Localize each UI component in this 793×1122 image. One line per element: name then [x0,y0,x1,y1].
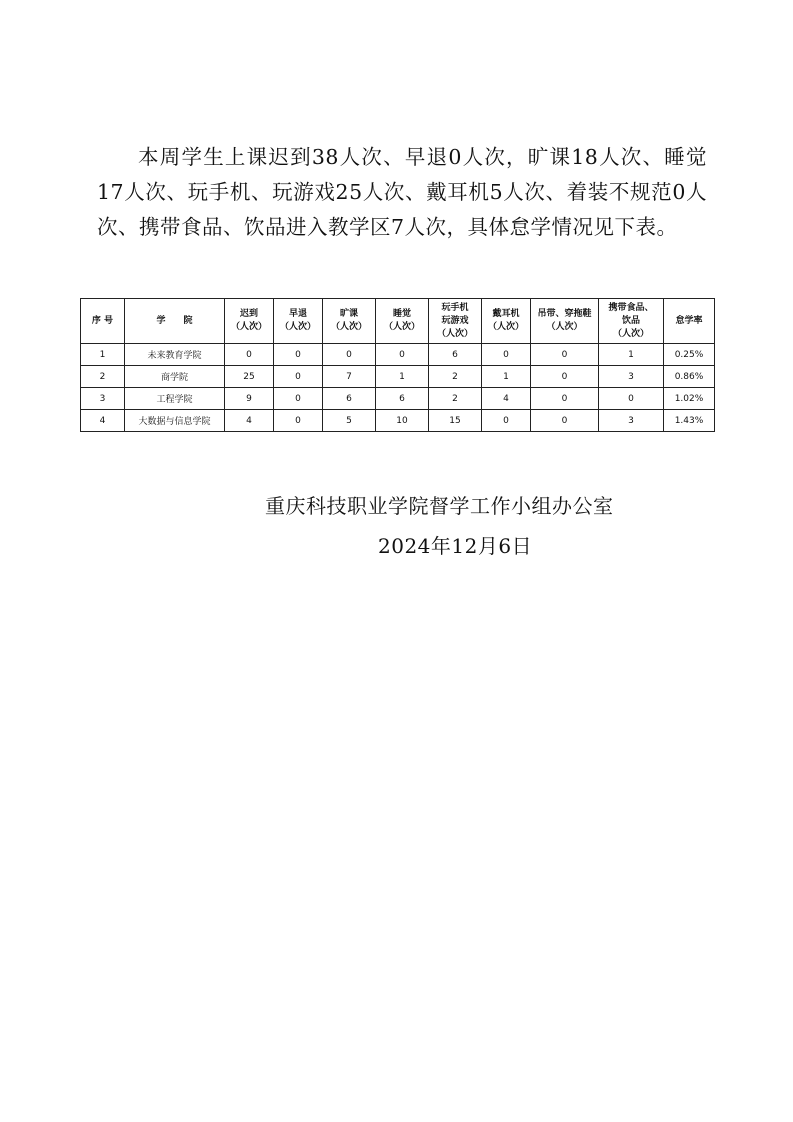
cell-dress-code: 0 [531,344,599,366]
header-earphones: 戴耳机 （人次） [482,299,531,344]
cell-phone-games: 2 [429,366,482,388]
header-college: 学 院 [125,299,225,344]
cell-food-drinks: 3 [599,410,664,432]
cell-sleeping: 6 [376,388,429,410]
cell-food-drinks: 3 [599,366,664,388]
cell-rate: 0.25% [664,344,715,366]
table-header-row [81,299,715,344]
cell-late: 0 [225,344,274,366]
cell-dress-code: 0 [531,366,599,388]
cell-absent: 5 [323,410,376,432]
attendance-table [80,298,715,432]
cell-late: 25 [225,366,274,388]
cell-early-leave: 0 [274,344,323,366]
cell-sleeping: 10 [376,410,429,432]
cell-phone-games: 6 [429,344,482,366]
cell-earphones: 0 [482,344,531,366]
signature-office: 重庆科技职业学院督学工作小组办公室 [265,494,614,518]
cell-college: 工程学院 [125,388,225,410]
cell-rate: 1.43% [664,410,715,432]
cell-late: 9 [225,388,274,410]
signature-date: 2024年12月6日 [378,534,533,558]
table-row [81,388,715,410]
cell-index: 1 [81,344,125,366]
cell-absent: 0 [323,344,376,366]
cell-earphones: 1 [482,366,531,388]
cell-dress-code: 0 [531,388,599,410]
header-food-drinks: 携带食品、 饮品 （人次） [599,299,664,344]
table-row [81,344,715,366]
cell-college: 未来教育学院 [125,344,225,366]
cell-rate: 0.86% [664,366,715,388]
header-index: 序 号 [81,299,125,344]
cell-phone-games: 2 [429,388,482,410]
table-row [81,410,715,432]
cell-sleeping: 1 [376,366,429,388]
header-dress-code: 吊带、穿拖鞋 （人次） [531,299,599,344]
summary-paragraph: 本周学生上课迟到38人次、早退0人次，旷课18人次、睡觉17人次、玩手机、玩游戏25人次、戴耳机5人次、着装不规范0人次、携带食品、饮品进入教学区7人次，具体怠学情况见下表。 [97,145,707,239]
header-phone-games: 玩手机 玩游戏 （人次） [429,299,482,344]
header-absent: 旷课 （人次） [323,299,376,344]
header-sleeping: 睡觉 （人次） [376,299,429,344]
cell-absent: 7 [323,366,376,388]
table-row [81,366,715,388]
cell-phone-games: 15 [429,410,482,432]
cell-sleeping: 0 [376,344,429,366]
cell-earphones: 0 [482,410,531,432]
cell-late: 4 [225,410,274,432]
cell-index: 4 [81,410,125,432]
cell-early-leave: 0 [274,388,323,410]
cell-dress-code: 0 [531,410,599,432]
cell-rate: 1.02% [664,388,715,410]
cell-earphones: 4 [482,388,531,410]
cell-index: 2 [81,366,125,388]
cell-early-leave: 0 [274,410,323,432]
cell-early-leave: 0 [274,366,323,388]
cell-college: 大数据与信息学院 [125,410,225,432]
cell-food-drinks: 0 [599,388,664,410]
cell-college: 商学院 [125,366,225,388]
cell-absent: 6 [323,388,376,410]
header-rate: 怠学率 [664,299,715,344]
cell-index: 3 [81,388,125,410]
header-early-leave: 早退 （人次） [274,299,323,344]
cell-food-drinks: 1 [599,344,664,366]
header-late: 迟到 （人次） [225,299,274,344]
